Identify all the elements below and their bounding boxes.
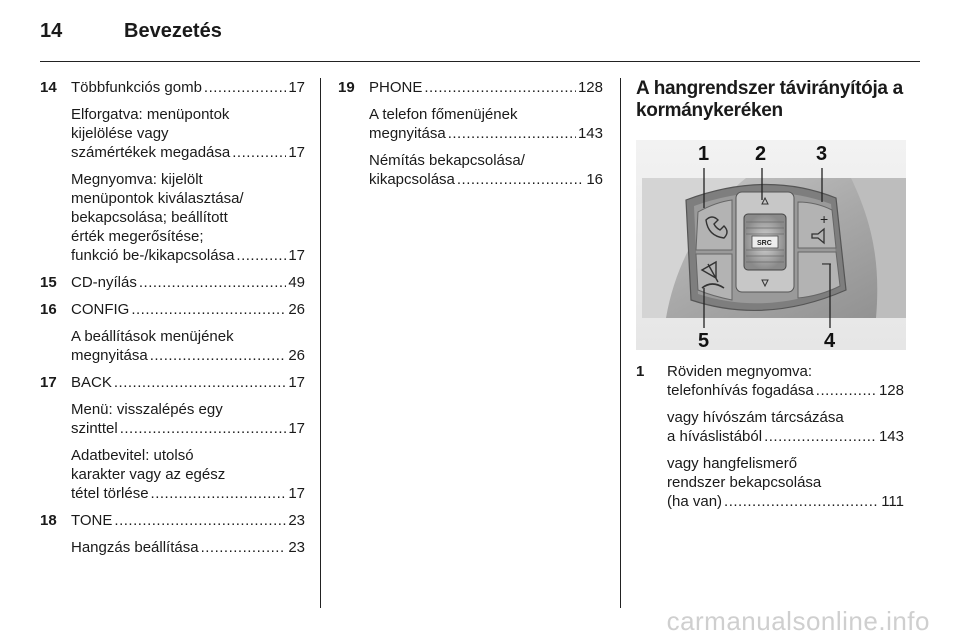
- column-1: [40, 78, 305, 565]
- page-ref: 26: [288, 347, 305, 364]
- src-label: SRC: [757, 240, 772, 247]
- entry-17: 17 BACK ..... 17: [40, 373, 305, 392]
- volume-minus-label: –: [822, 255, 831, 272]
- column-divider-2: [620, 78, 621, 608]
- page-ref: 17: [288, 485, 305, 502]
- page-ref: 26: [288, 301, 305, 318]
- page-ref: 17: [288, 144, 305, 161]
- page-ref: 128: [878, 382, 904, 399]
- page-ref: 111: [881, 493, 904, 510]
- page-ref: 23: [288, 512, 305, 529]
- steering-wheel-illustration: [636, 140, 906, 350]
- item-1-sub-2: vagy hangfelismerő rendszer bekapcsolása (ha van) ..... 111: [636, 454, 904, 511]
- page-ref: 17: [288, 420, 305, 437]
- entry-16-sub: A beállítások menüjének megnyitása ..... 26: [40, 327, 305, 365]
- entry-16: 16 CONFIG ..... 26: [40, 300, 305, 319]
- page-ref: 17: [288, 79, 305, 96]
- entry-14: 14 Többfunkciós gomb ..... 17: [40, 78, 305, 97]
- entry-17-sub-2: Adatbevitel: utolsó karakter vagy az egész tétel törlése ..... 17: [40, 446, 305, 503]
- column-2: [338, 78, 603, 197]
- page-ref: 143: [577, 125, 603, 142]
- entry-18-sub: Hangzás beállítása ..... 23: [40, 538, 305, 557]
- section-title: A hangrendszer távirányítója a kormánykeréken: [636, 78, 903, 121]
- page-ref: 128: [577, 79, 603, 96]
- callout-4: 4: [824, 330, 836, 350]
- entry-19-sub-2: Némítás bekapcsolása/ kikapcsolása ..... 16: [338, 151, 603, 189]
- callout-3: 3: [816, 143, 828, 165]
- volume-plus-label: +: [820, 211, 829, 227]
- column-3: [636, 78, 904, 519]
- column-divider-1: [320, 78, 321, 608]
- page-ref: 17: [288, 247, 305, 264]
- callout-5: 5: [698, 330, 710, 350]
- watermark: carmanualsonline.info: [666, 606, 930, 636]
- page-ref: 17: [288, 374, 305, 391]
- page-ref: 16: [586, 171, 603, 188]
- page-title: Bevezetés: [124, 20, 222, 42]
- page-header: [40, 20, 920, 50]
- entry-19-sub-1: A telefon főmenüjének megnyitása ..... 143: [338, 105, 603, 143]
- entry-17-sub-1: Menü: visszalépés egy szinttel ..... 17: [40, 400, 305, 438]
- callout-1: 1: [698, 143, 710, 165]
- page-ref: 49: [288, 274, 305, 291]
- entry-15: 15 CD-nyílás ..... 49: [40, 273, 305, 292]
- callout-2: 2: [755, 143, 767, 165]
- entry-18: 18 TONE ..... 23: [40, 511, 305, 530]
- entry-19: 19 PHONE ..... 128: [338, 78, 603, 97]
- steering-wheel-controls-figure: [636, 140, 906, 350]
- page-ref: 23: [288, 539, 305, 556]
- entry-14-sub-1: Elforgatva: menüpontok kijelölése vagy számértékek megadása ..... 17: [40, 105, 305, 162]
- item-1-sub-1: vagy hívószám tárcsázása a híváslistából ..... 143: [636, 408, 904, 446]
- header-rule: [40, 61, 920, 62]
- item-1: 1 Röviden megnyomva: telefonhívás fogadása ..... 128: [636, 362, 904, 400]
- page-ref: 143: [878, 428, 904, 445]
- page-number: 14: [40, 20, 63, 42]
- entry-14-sub-2: Megnyomva: kijelölt menüpontok kiválasztása/ bekapcsolása; beállított érték megerősítése; funkció be-/kikapcsolása ..... 17: [40, 170, 305, 265]
